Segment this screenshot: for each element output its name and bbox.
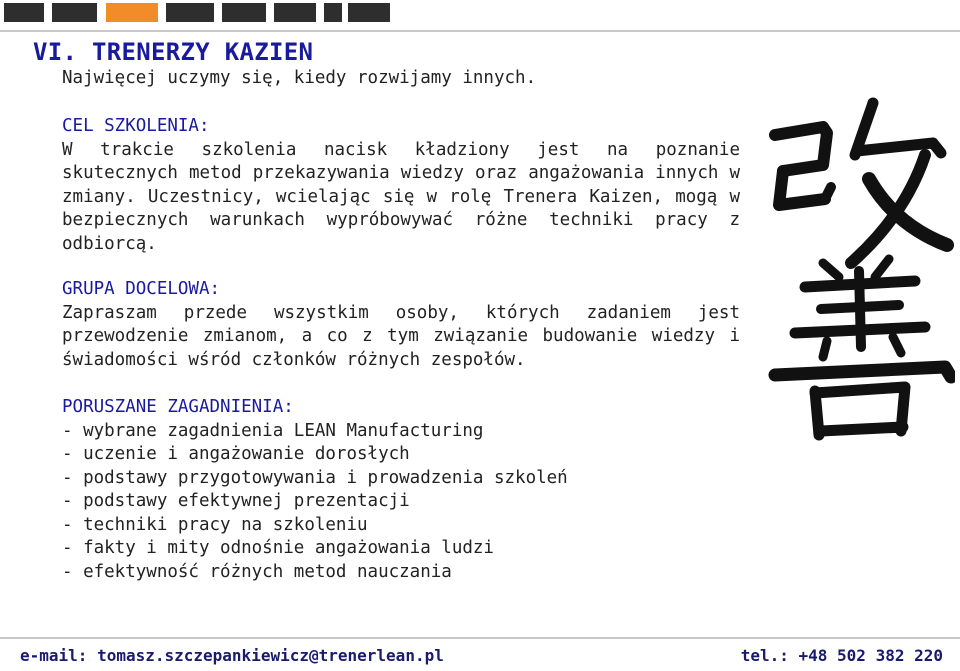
kanji-stroke — [825, 187, 831, 199]
audience-section — [62, 278, 740, 372]
bottom-divider — [0, 637, 960, 639]
list-item: - fakty i mity odnośnie angażowania ludzi — [62, 538, 494, 558]
top-bar — [0, 0, 960, 34]
kanji-stroke — [859, 271, 861, 347]
header-tab — [348, 3, 390, 22]
topics-list — [62, 420, 740, 585]
list-item: - podstawy przygotowywania i prowadzenia szkoleń — [62, 467, 568, 488]
audience-heading: GRUPA DOCELOWA: — [62, 279, 221, 299]
header-tab — [274, 3, 316, 22]
list-item: - podstawy efektywnej prezentacji — [62, 491, 410, 511]
kanji-stroke — [815, 387, 905, 435]
header-tab — [52, 3, 97, 22]
kanji-stroke — [775, 127, 827, 171]
topics-section — [62, 396, 740, 584]
goal-heading: CEL SZKOLENIA: — [62, 116, 210, 136]
kanji-stroke — [775, 367, 951, 377]
header-tab — [222, 3, 266, 22]
kanji-stroke — [795, 327, 925, 333]
header-tab-active — [106, 3, 158, 22]
page-title: VI. TRENERZY KAZIEN — [33, 38, 314, 66]
footer-phone: tel.: +48 502 382 220 — [740, 646, 943, 665]
kanji-stroke — [779, 171, 825, 205]
kanji-stroke — [875, 259, 889, 277]
page-subtitle: Najwięcej uczymy się, kiedy rozwijamy innych. — [62, 68, 537, 88]
goal-section — [62, 115, 740, 256]
header-tab — [166, 3, 214, 22]
header-tab — [4, 3, 44, 22]
audience-text: Zapraszam przede wszystkim osoby, których zadaniem jest przewodzenie zmianom, a co z tym związanie budowanie wiedzy i świadomości wśród członków różnych zespołów. — [62, 302, 740, 370]
list-item: - efektywność różnych metod nauczania — [62, 561, 452, 582]
list-item: - techniki pracy na szkoleniu — [62, 514, 368, 535]
list-item: - uczenie i angażowanie dorosłych — [62, 444, 410, 464]
topics-heading: PORUSZANE ZAGADNIENIA: — [62, 397, 294, 417]
kaizen-calligraphy-icon — [765, 95, 955, 455]
footer-email: e-mail: tomasz.szczepankiewicz@trenerlean.pl — [20, 646, 444, 665]
header-tab — [324, 3, 342, 22]
list-item: - wybrane zagadnienia LEAN Manufacturing — [62, 420, 484, 441]
top-divider — [0, 30, 960, 32]
goal-text: W trakcie szkolenia nacisk kładziony jest na poznanie skutecznych metod przekazywania wiedzy oraz angażowania innych w zmiany. Uczestnicy, wcielając się w rolę Trenera Kaizen, mogą w bezpiecznych warunkach wypróbowywać różne techniki pracy z odbiorcą. — [62, 139, 740, 254]
kanji-stroke — [823, 263, 839, 277]
